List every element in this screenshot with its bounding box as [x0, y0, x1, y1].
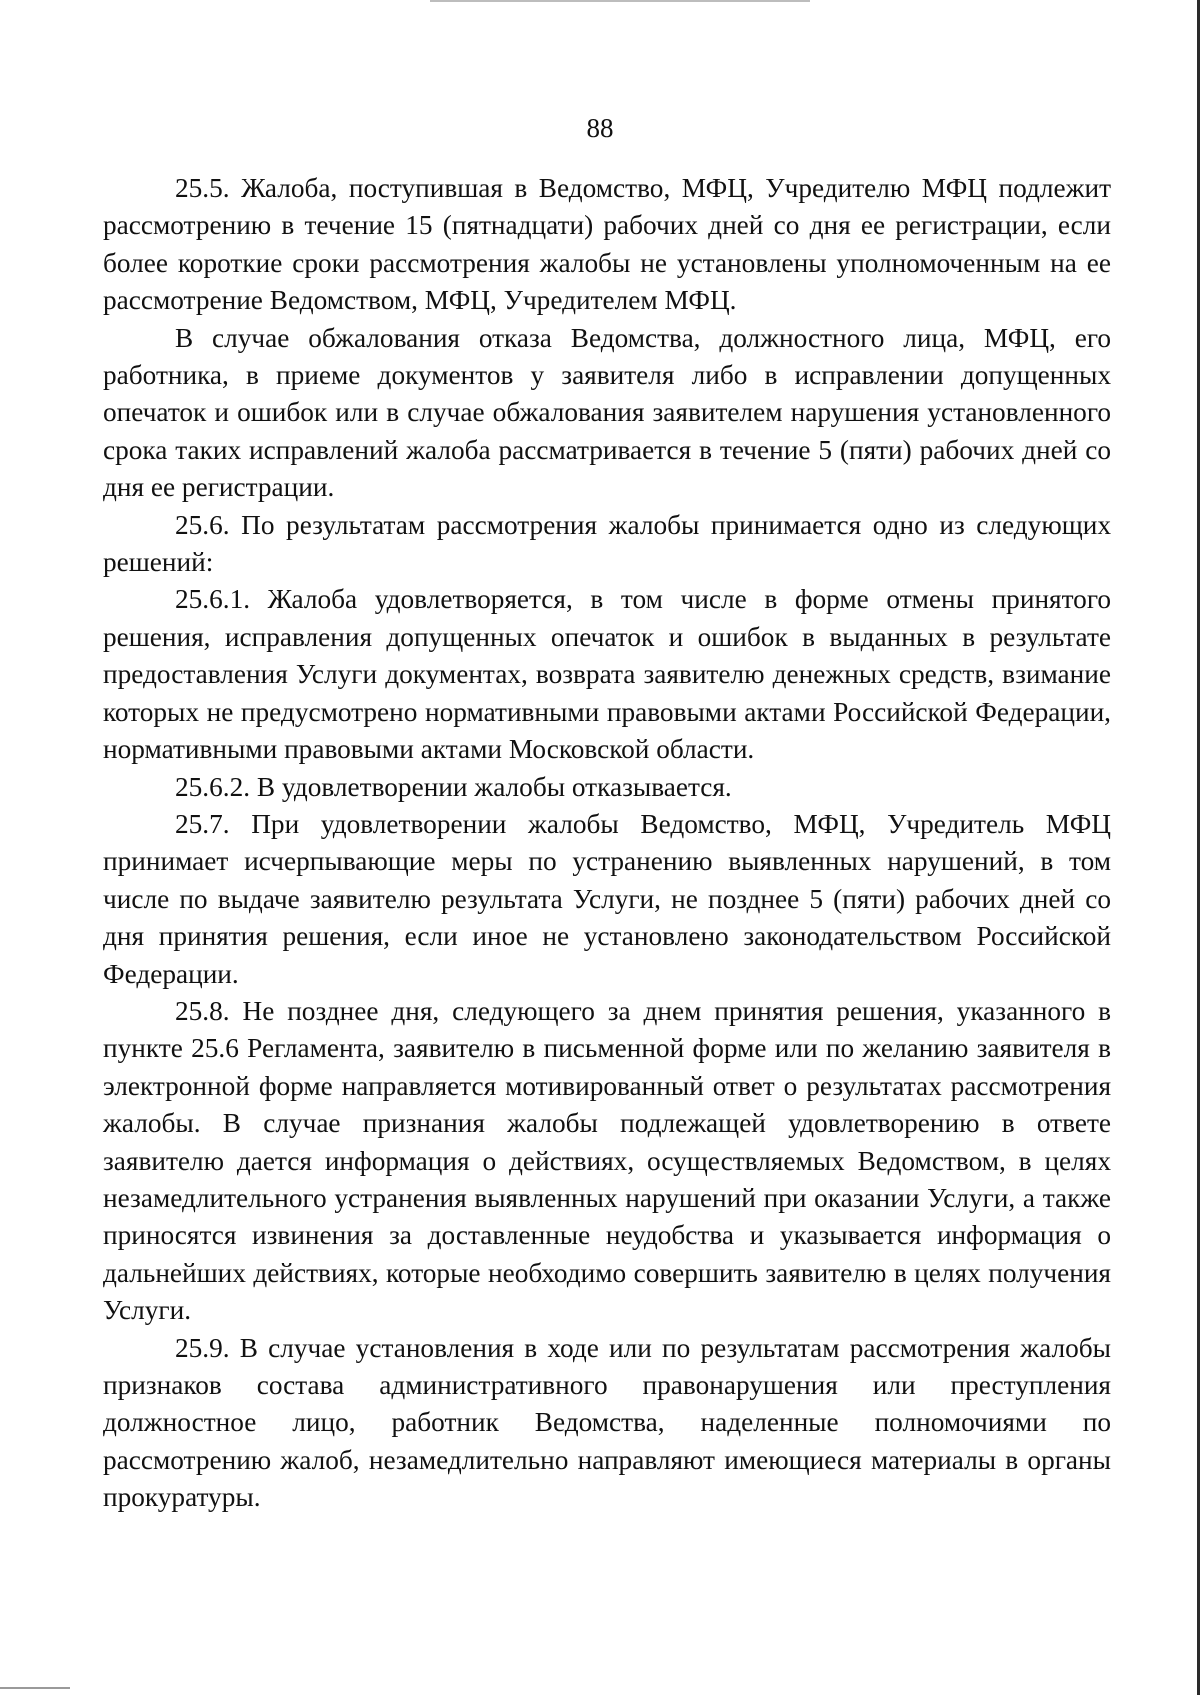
paragraph-25-6: 25.6. По результатам рассмотрения жалобы принимается одно из следующих решений: [103, 509, 1111, 578]
paragraph-appeal-refusal: В случае обжалования отказа Ведомства, должностного лица, МФЦ, его работника, в приеме документов у заявителя либо в исправлении допущенных опечаток и ошибок или в случае обжалования заявителем нарушения установленного срока таких исправлений жалоба рассматривается в течение 5 (пяти) рабочих дней со дня ее регистрации. [103, 322, 1111, 503]
document-body [103, 170, 1111, 1517]
paragraph-25-6-2: 25.6.2. В удовлетворении жалобы отказывается. [175, 771, 732, 802]
paragraph-25-6-1: 25.6.1. Жалоба удовлетворяется, в том числе в форме отмены принятого решения, исправления допущенных опечаток и ошибок в выданных в результате предоставления Услуги документах, возврата заявителю денежных средств, взимание которых не предусмотрено нормативными правовыми актами Российской Федерации, нормативными правовыми актами Московской области. [103, 584, 1111, 765]
page-number: 88 [586, 113, 614, 143]
scan-edge-top [430, 0, 810, 2]
paragraph-25-9: 25.9. В случае установления в ходе или по результатам рассмотрения жалобы признаков состава административного правонарушения или преступления должностное лицо, работник Ведомства, наделенные полномочиями по рассмотрению жалоб, незамедлительно направляют имеющиеся материалы в органы прокуратуры. [103, 1332, 1111, 1513]
paragraph-25-7: 25.7. При удовлетворении жалобы Ведомство, МФЦ, Учредитель МФЦ принимает исчерпывающие меры по устранению выявленных нарушений, в том числе по выдаче заявителю результата Услуги, не позднее 5 (пяти) рабочих дней со дня принятия решения, если иное не установлено законодательством Российской Федерации. [103, 808, 1111, 989]
paragraph-25-8: 25.8. Не позднее дня, следующего за днем принятия решения, указанного в пункте 25.6 Регламента, заявителю в письменной форме или по желанию заявителя в электронной форме направляется мотивированный ответ о результатах рассмотрения жалобы. В случае признания жалобы подлежащей удовлетворению в ответе заявителю дается информация о действиях, осуществляемых Ведомством, в целях незамедлительного устранения выявленных нарушений при оказании Услуги, а также приносятся извинения за доставленные неудобства и указывается информация о дальнейших действиях, которые необходимо совершить заявителю в целях получения Услуги. [103, 995, 1111, 1326]
scan-edge-bottom [0, 1687, 70, 1689]
paragraph-25-5: 25.5. Жалоба, поступившая в Ведомство, МФЦ, Учредителю МФЦ подлежит рассмотрению в течение 15 (пятнадцати) рабочих дней со дня ее регистрации, если более короткие сроки рассмотрения жалобы не установлены уполномоченным на ее рассмотрение Ведомством, МФЦ, Учредителем МФЦ. [103, 173, 1111, 316]
